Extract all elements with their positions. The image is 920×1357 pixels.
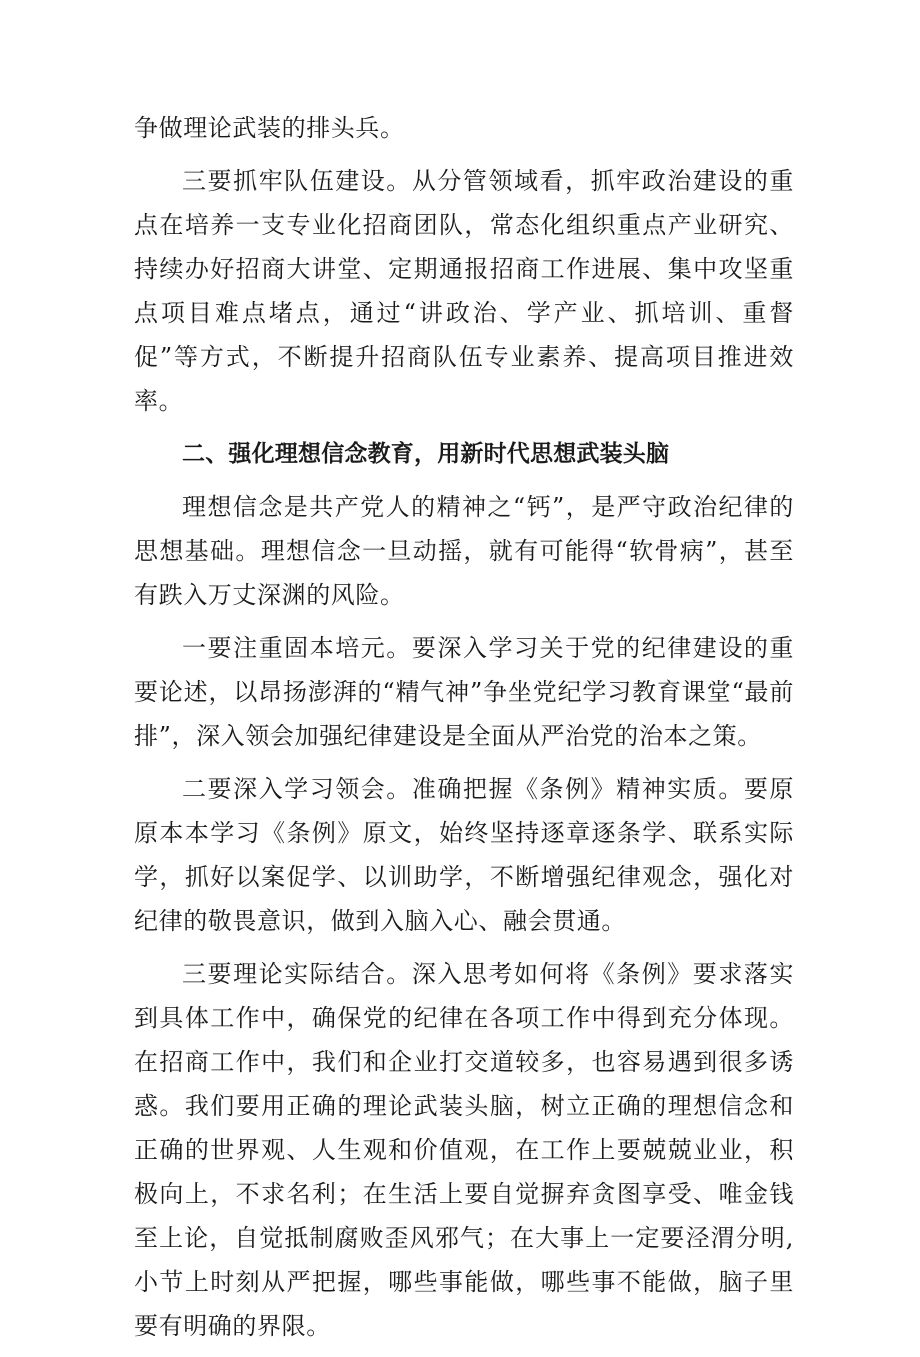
paragraph-in-depth-study: 二要深入学习领会。准确把握《条例》精神实质。要原原本本学习《条例》原文，始终坚持逐章逐条学、联系实际学，抓好以案促学、以训助学，不断增强纪律观念，强化对纪律的敬畏意识，做到入脑入心、融会贯通。	[134, 775, 794, 935]
paragraph-consolidate-foundation: 一要注重固本培元。要深入学习关于党的纪律建设的重要论述，以昂扬澎湃的“精气神”争坐党纪学习教育课堂“最前排”，深入领会加强纪律建设是全面从严治党的治本之策。	[134, 634, 794, 750]
paragraph-team-building: 三要抓牢队伍建设。从分管领域看，抓牢政治建设的重点在培养一支专业化招商团队，常态化组织重点产业研究、持续办好招商大讲堂、定期通报招商工作进展、集中攻坚重点项目难点堵点，通过“讲政治、学产业、抓培训、重督促”等方式，不断提升招商队伍专业素养、提高项目推进效率。	[134, 167, 794, 415]
section-heading: 二、强化理想信念教育，用新时代思想武装头脑	[182, 441, 670, 467]
document-body	[134, 106, 794, 1357]
paragraph-ideals-belief: 理想信念是共产党人的精神之“钙”，是严守政治纪律的思想基础。理想信念一旦动摇，就有可能得“软骨病”，甚至有跌入万丈深渊的风险。	[134, 493, 794, 609]
paragraph-theory-practice: 三要理论实际结合。深入思考如何将《条例》要求落实到具体工作中，确保党的纪律在各项工作中得到充分体现。在招商工作中，我们和企业打交道较多，也容易遇到很多诱惑。我们要用正确的理论武装头脑，树立正确的理想信念和正确的世界观、人生观和价值观，在工作上要兢兢业业，积极向上，不求名利；在生活上要自觉摒弃贪图享受、唯金钱至上论，自觉抵制腐败歪风邪气；在大事上一定要泾渭分明, 小节上时刻从严把握，哪些事能做，哪些事不能做，脑子里要有明确的界限。	[134, 960, 794, 1340]
paragraph-continuation: 争做理论武装的排头兵。	[134, 114, 405, 142]
